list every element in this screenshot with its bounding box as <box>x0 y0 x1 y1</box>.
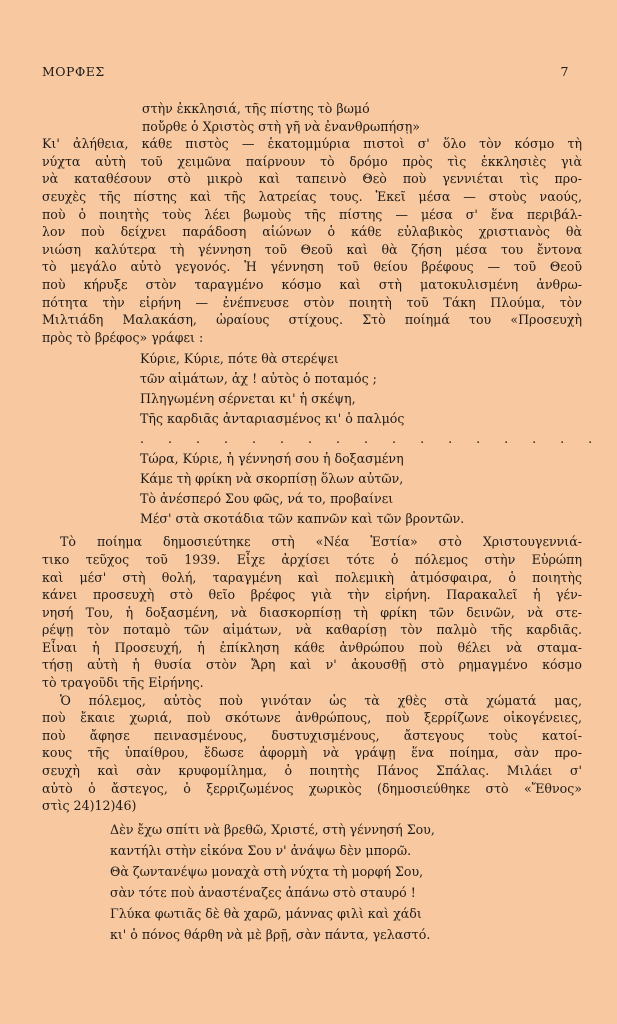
text-line: Εἶναι ἡ Προσευχή, ἡ ἐπίκληση κάθε ἀνθρώπου ποὺ θέλει νὰ σταμα- <box>42 639 582 655</box>
text-line: Κι' ἀλήθεια, κάθε πιστὸς — ἑκατομμύρια πιστοὶ σ' ὅλο τὸν κόσμο τὴ <box>42 136 582 152</box>
verse-line: Τώρα, Κύριε, ἡ γέννησή σου ἡ δοξασμένη <box>140 451 404 467</box>
verse-line: στὴν ἐκκλησιά, τῆς πίστης τὸ βωμό <box>142 101 370 116</box>
text-line: νιώση καλύτερα τὴ γέννηση τοῦ Θεοῦ καὶ θὰ ζήση μέσα του ἔντονα <box>42 241 582 257</box>
running-head <box>42 64 569 80</box>
verse-line: Τὸ ἀνέσπερό Σου φῶς, νά το, προβαίνει <box>140 491 394 507</box>
verse-line: Πληγωμένη σέρνεται κι' ἡ σκέψη, <box>140 391 356 407</box>
verse-line: Τῆς καρδιᾶς ἀνταριασμένος κι' ὁ παλμός <box>140 411 405 427</box>
page-number: 7 <box>560 64 569 79</box>
text-line: νύχτα αὐτὴ τοῦ χειμῶνα παίρνουν τὸ δρόμο πρὸς τὶς ἐκκλησιὲς γιὰ <box>42 153 582 169</box>
text-line: νὰ καταθέσουν στὸ μικρὸ καὶ ταπεινὸ Θεὸ ποὺ γεννιέται τὶς προ- <box>42 171 582 187</box>
text-line: τικο τεῦχος τοῦ 1939. Εἶχε ἀρχίσει τότε ὁ πόλεμος στὴν Εὐρώπη <box>42 551 582 567</box>
text-line: πότητα τὴν εἰρήνη — ἐνέπνευσε στὸν ποιητὴ τοῦ Τάκη Πλούμα, τὸν <box>42 294 582 310</box>
verse-line: καντήλι στὴν εἰκόνα Σου ν' ἀνάψω δὲν μπορῶ. <box>110 842 412 858</box>
text-line: ρέψῃ τὸν ποταμὸ τῶν αἱμάτων, νὰ καθαρίσῃ τὸν παλμὸ τῆς καρδιᾶς. <box>42 622 582 638</box>
text-line: νησή Του, ἡ δοξασμένη, νὰ διασκορπίσῃ τὴ φρίκη τῶν δεινῶν, νὰ στε- <box>42 604 582 620</box>
text-line: τὸ τραγοῦδι τῆς Εἰρήνης. <box>42 675 204 691</box>
text-line: αὐτὸ ὁ ἄστεγος, ὁ ξερριζωμένος χωρικὸς (δημοσιεύθηκε στὸ «Ἔθνος» <box>42 780 582 796</box>
verse-line: σὰν τότε ποὺ ἀναστέναζες ἀπάνω στὸ σταυρό ! <box>110 884 416 900</box>
text-line: τὸ μεγάλο αὐτὸ γεγονός. Ἡ γέννηση τοῦ θείου βρέφους — τοῦ Θεοῦ <box>42 259 582 275</box>
verse-line: Μέσ' στὰ σκοτάδια τῶν καπνῶν καὶ τῶν βροντῶν. <box>140 511 465 527</box>
text-line: ποὺ ἔκαιε χωριά, ποὺ σκότωνε ἀνθρώπους, ποὺ ξερρίζωνε οἰκογένειες, <box>42 710 582 726</box>
text-line: σευχὲς τῆς πίστης καὶ τῆς λατρείας τους. Ἐκεῖ μέσα — στοὺς ναούς, <box>42 188 582 204</box>
verse-block-b <box>140 349 603 529</box>
verse-block-a <box>142 100 582 135</box>
verse-line: τῶν αἱμάτων, ἀχ ! αὐτὸς ὁ ποταμός ; <box>140 371 377 387</box>
text-line: Τὸ ποίημα δημοσιεύτηκε στὴ «Νέα Ἑστία» στὸ Χριστουγεννιά- <box>60 534 582 550</box>
verse-line: ποὔρθε ὁ Χριστὸς στὴ γῆ νὰ ἐνανθρωπήσῃ» <box>142 118 420 134</box>
text-line: λον ποὺ δείχνει παράδοση αἰώνων ὁ κάθε εὐλαβικὸς χριστιανὸς θὰ <box>42 224 582 240</box>
ellipsis-dots: . . . . . . . . . . . . . . . . . <box>140 431 603 447</box>
text-line: ποὺ ὁ ποιητὴς τοὺς λέει βωμοὺς τῆς πίστης — μέσα σ' ἕνα περιβάλ- <box>42 206 582 222</box>
verse-line: Κύριε, Κύριε, πότε θὰ στερέψει <box>140 351 339 367</box>
text-line: κάνει προσευχὴ στὸ θεῖο βρέφος γιὰ τὴν εἰρήνη. Παρακαλεῖ ἡ γέν- <box>42 587 582 603</box>
verse-block-d <box>110 819 582 945</box>
verse-line: Γλύκα φωτιᾶς δὲ θὰ χαρῶ, μάννας φιλὶ καὶ χάδι <box>110 905 422 921</box>
verse-line: Θὰ ζωντανέψω μοναχὰ στὴ νύχτα τὴ μορφή Σου, <box>110 863 424 879</box>
paragraph-3 <box>42 692 582 815</box>
article-body <box>42 100 603 945</box>
text-line: καὶ μέσ' στὴ θολή, ταραγμένη καὶ πολεμικὴ ἀτμόσφαιρα, ὁ ποιητὴς <box>42 569 582 585</box>
verse-line: κι' ὁ πόνος θάρθη νὰ μὲ βρῇ, σὰν πάντα, γελαστό. <box>110 926 431 942</box>
verse-line: Κάμε τὴ φρίκη νὰ σκορπίσῃ ὅλων αὐτῶν, <box>140 471 404 487</box>
text-line: Μιλτιάδη Μαλακάση, ὡραίους στίχους. Στὸ ποίημά του «Προσευχὴ <box>42 312 582 328</box>
text-line: ποὺ κήρυξε στὸν ταραγμένο κόσμο καὶ στὴ ματοκυλισμένη ἀνθρω- <box>42 276 582 292</box>
text-line: στὶς 24)12)46) <box>42 798 137 814</box>
paragraph-1 <box>42 135 582 346</box>
text-line: Ὁ πόλεμος, αὐτὸς ποὺ γινόταν ὡς τὰ χθὲς στὰ χώματά μας, <box>60 692 582 708</box>
text-line: πρὸς τὸ βρέφος» γράφει : <box>42 329 204 345</box>
paragraph-2 <box>42 533 582 691</box>
journal-title: ΜΟΡΦΕΣ <box>42 64 105 79</box>
text-line: τήσῃ αὐτὴ ἡ θυσία στὸν Ἄρη καὶ ν' ἀκουσθῇ στὸ ρημαγμένο κόσμο <box>42 657 582 673</box>
text-line: κους τῆς ὑπαίθρου, ἔδωσε ἀφορμὴ νὰ γράψῃ ἕνα ποίημα, σὰν προ- <box>42 745 582 761</box>
text-line: σευχὴ καὶ σὰν κρυφομίλημα, ὁ ποιητὴς Πάνος Σπάλας. Μιλάει σ' <box>42 763 582 779</box>
verse-line: Δὲν ἔχω σπίτι νὰ βρεθῶ, Χριστέ, στὴ γέννησή Σου, <box>110 821 435 837</box>
text-line: ποὺ ἄφησε πεινασμένους, δυστυχισμένους, ἄστεγους τοὺς κατοί- <box>42 727 582 743</box>
